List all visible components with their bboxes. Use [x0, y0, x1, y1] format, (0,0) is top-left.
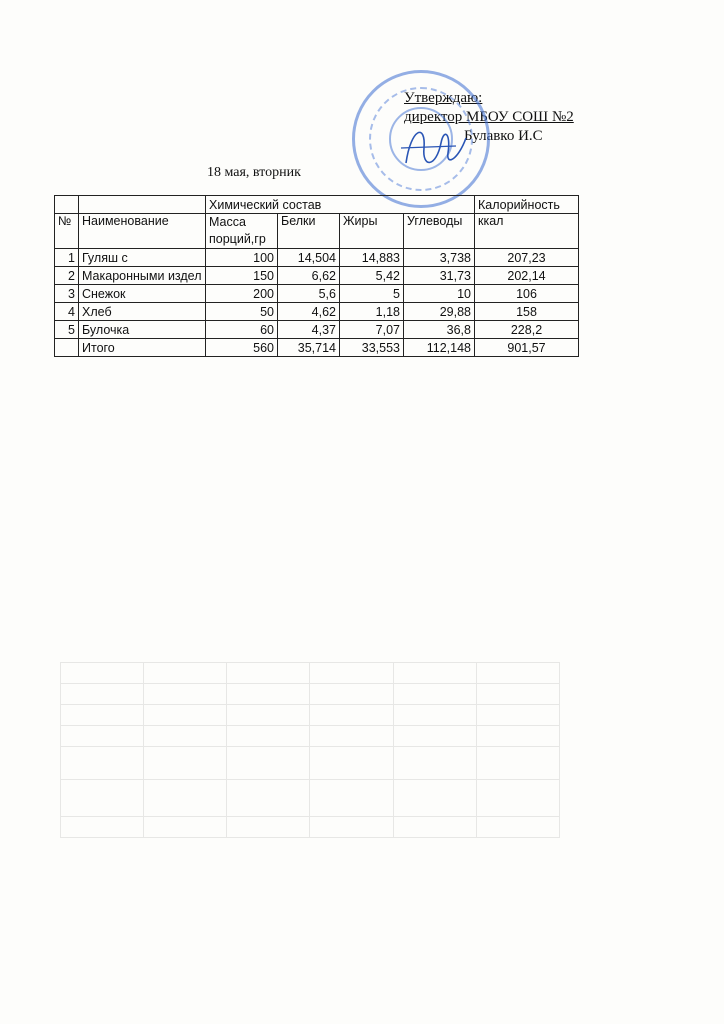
total-label: Итого	[79, 339, 206, 357]
header-proteins: Белки	[278, 214, 340, 249]
header-carbs: Углеводы	[404, 214, 475, 249]
approval-signer: Булавко И.С	[464, 128, 543, 144]
table-total-row	[55, 339, 579, 357]
total-carbs: 112,148	[404, 339, 475, 357]
header-mass: Масса порций,гр	[206, 214, 278, 249]
row-mass: 60	[206, 321, 278, 339]
table-group-header-row	[55, 196, 579, 214]
row-kcal: 158	[475, 303, 579, 321]
total-kcal: 901,57	[475, 339, 579, 357]
row-carbs: 31,73	[404, 267, 475, 285]
header-name: Наименование	[79, 214, 206, 249]
header-number: №	[55, 214, 79, 249]
approval-position: директор МБОУ СОШ №2	[404, 109, 574, 125]
approval-title: Утверждаю:	[404, 90, 483, 106]
row-kcal: 106	[475, 285, 579, 303]
nutrition-table	[54, 195, 579, 357]
row-proteins: 4,37	[278, 321, 340, 339]
row-mass: 50	[206, 303, 278, 321]
row-carbs: 29,88	[404, 303, 475, 321]
row-kcal: 207,23	[475, 249, 579, 267]
row-number: 3	[55, 285, 79, 303]
row-kcal: 228,2	[475, 321, 579, 339]
row-fats: 5	[340, 285, 404, 303]
table-row	[55, 303, 579, 321]
row-proteins: 14,504	[278, 249, 340, 267]
calories-header: Калорийность	[475, 196, 579, 214]
table-row	[55, 285, 579, 303]
row-proteins: 5,6	[278, 285, 340, 303]
header-kcal: ккал	[475, 214, 579, 249]
row-kcal: 202,14	[475, 267, 579, 285]
row-number: 4	[55, 303, 79, 321]
menu-date: 18 мая, вторник	[207, 165, 301, 180]
row-fats: 14,883	[340, 249, 404, 267]
show-through-table	[60, 662, 560, 837]
chemical-composition-header: Химический состав	[206, 196, 475, 214]
signature	[396, 118, 476, 178]
row-name: Булочка	[79, 321, 206, 339]
header-fats: Жиры	[340, 214, 404, 249]
row-carbs: 3,738	[404, 249, 475, 267]
total-proteins: 35,714	[278, 339, 340, 357]
row-carbs: 36,8	[404, 321, 475, 339]
row-mass: 100	[206, 249, 278, 267]
table-row	[55, 267, 579, 285]
row-fats: 1,18	[340, 303, 404, 321]
row-name: Макаронными издел	[79, 267, 206, 285]
total-mass: 560	[206, 339, 278, 357]
table-row	[55, 321, 579, 339]
row-proteins: 4,62	[278, 303, 340, 321]
row-proteins: 6,62	[278, 267, 340, 285]
row-fats: 7,07	[340, 321, 404, 339]
row-mass: 200	[206, 285, 278, 303]
row-name: Хлеб	[79, 303, 206, 321]
total-fats: 33,553	[340, 339, 404, 357]
row-carbs: 10	[404, 285, 475, 303]
row-fats: 5,42	[340, 267, 404, 285]
row-number: 1	[55, 249, 79, 267]
row-number: 2	[55, 267, 79, 285]
row-number: 5	[55, 321, 79, 339]
row-mass: 150	[206, 267, 278, 285]
row-name: Снежок	[79, 285, 206, 303]
row-name: Гуляш с	[79, 249, 206, 267]
table-row	[55, 249, 579, 267]
table-header-row	[55, 214, 579, 249]
